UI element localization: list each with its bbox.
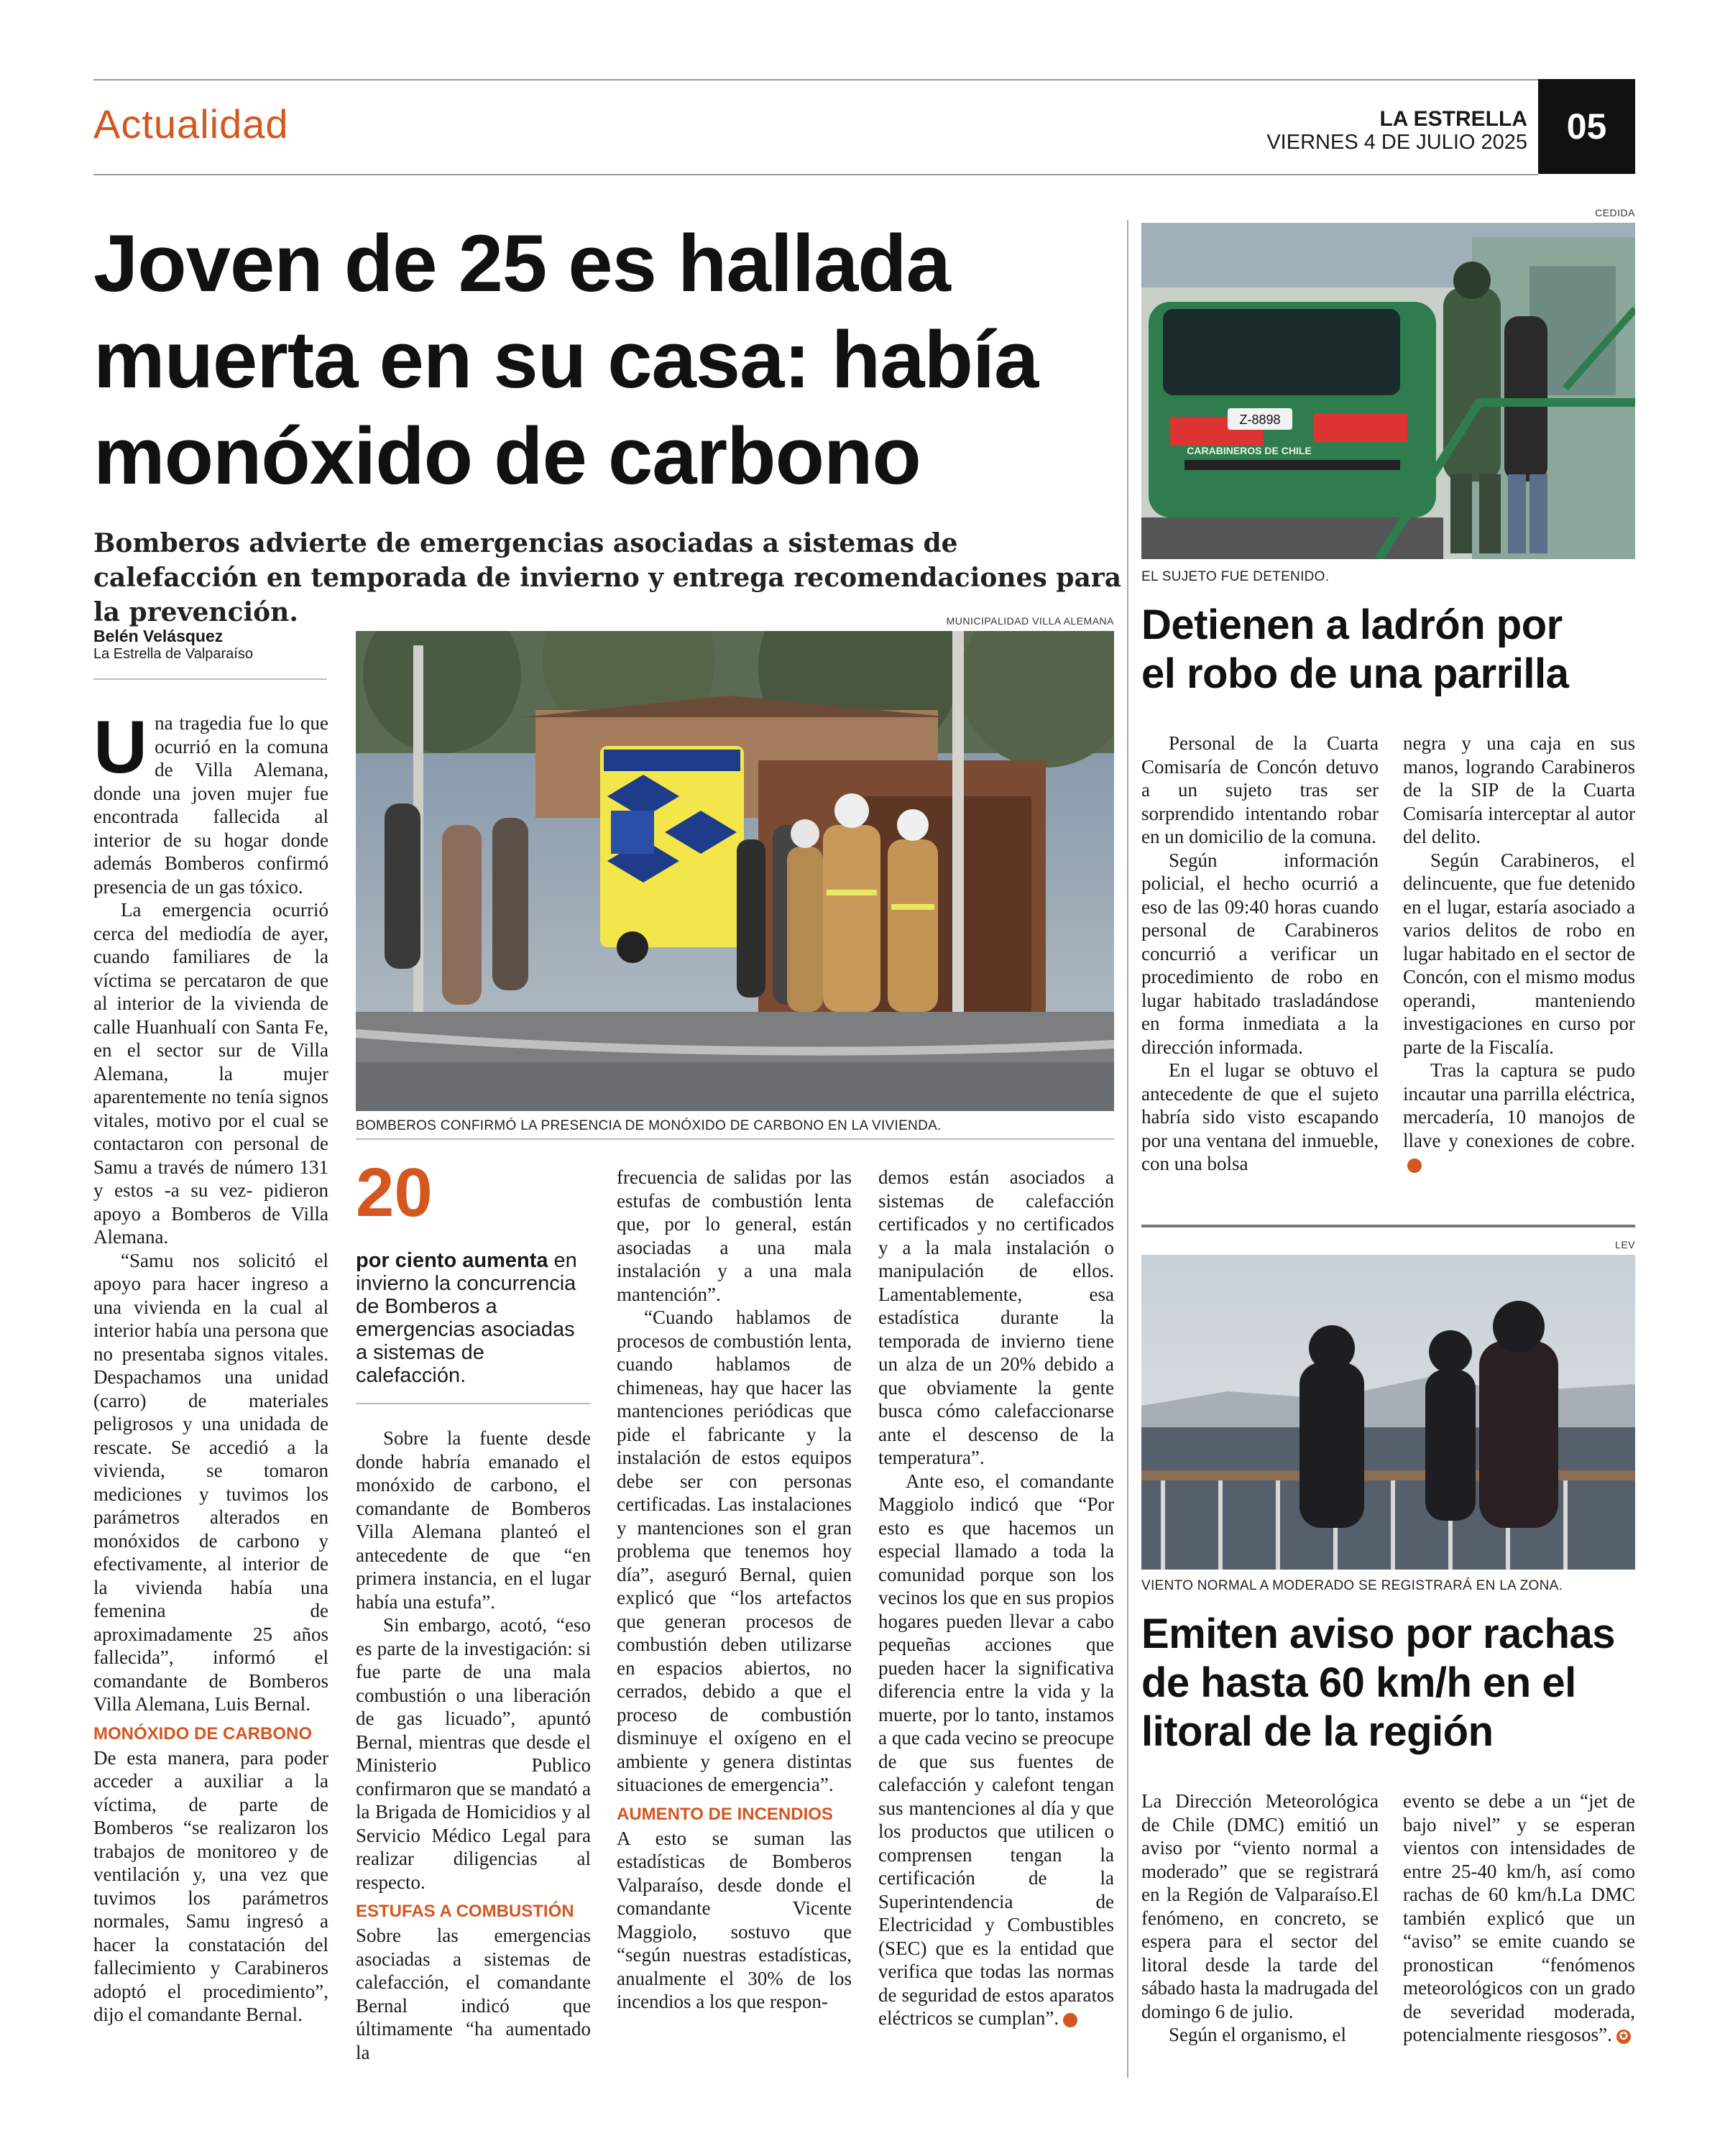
- main-paragraph: Sobre la fuente desde donde habría emanado el monóxido de carbono, el comandante de Bomberos Villa Alemana planteó el antecedente de que “en primera instancia, en el lugar había una estufa”.: [356, 1427, 591, 1613]
- side2-photo: [1141, 1255, 1635, 1570]
- side2-headline-line: Emiten aviso por rachas: [1141, 1611, 1615, 1657]
- main-deck: Bomberos advierte de emergencias asociadas a sistemas de calefacción en temporada de invierno y entrega recomendaciones para la prevención.: [93, 528, 1122, 627]
- side2-column-1: [1141, 1789, 1379, 2047]
- section-title: Actualidad: [93, 101, 289, 147]
- drop-cap: U: [93, 706, 148, 789]
- main-paragraph-text: Ante eso, el comandante Maggiolo indicó que “Por esto es que hacemos un especial llamado a toda la comunidad porque son los vecinos los que en sus propios hogares pueden llevar a cabo pequeñas acciones que pueden hacer la significativa diferencia entre la vida y la muerte, por lo tanto, instamos a que cada vecino se preocupe de que sus fuentes de calefacción y calefont tengan sus mantenciones al día y que los productos que utilicen o comprensen tengan la certificación de la Superintendencia de Electricidad y Combustibles (SEC) que es la entidad que verifica que todas las normas de seguridad de estos aparatos eléctricos se cumplan”.: [878, 1470, 1114, 2029]
- main-column-2: [356, 1427, 591, 2064]
- pull-quote-bold: por ciento aumenta: [356, 1249, 548, 1272]
- side1-paragraph: En el lugar se obtuvo el antecedente de que el sujeto habría sido visto escapando por una ventana del inmueble, con una bolsa: [1141, 1059, 1379, 1174]
- side2-paragraph: La Dirección Meteorológica de Chile (DMC) emitió un aviso por “viento normal a moderado” que se registrará en la Región de Valparaíso.El fenómeno, en concreto, se espera para el sector del litoral desde la tarde del sábado hasta la madrugada del domingo 6 de julio.: [1141, 1790, 1379, 2022]
- main-headline: [93, 216, 1121, 505]
- car-label-text: CARABINEROS DE CHILE: [1187, 445, 1312, 456]
- side1-paragraph: Según Carabineros, el delincuente, que fue detenido en el lugar, estaría asociado a varios delitos de robo en lugar habitado en el sector de Concón, con el mismo modus operandi, manteniendo investigaciones en curso por parte de la Fiscalía.: [1403, 849, 1635, 1058]
- ambulance-scene-illustration: [356, 631, 1114, 1111]
- subhead-monoxido: MONÓXIDO DE CARBONO: [93, 1723, 313, 1743]
- main-paragraph: [878, 1470, 1114, 2030]
- main-photo-caption: BOMBEROS CONFIRMÓ LA PRESENCIA DE MONÓXIDO DE CARBONO EN LA VIVIENDA.: [356, 1118, 942, 1133]
- main-photo: [356, 631, 1114, 1111]
- police-car-illustration: [1141, 223, 1635, 559]
- license-plate-text: Z-8898: [1239, 413, 1281, 427]
- main-paragraph: A esto se suman las estadísticas de Bomberos Valparaíso, desde donde el comandante Vicente Maggiolo, sostuvo que “según nuestras estadísticas, anualmente el 30% de los incendios a los que respon-: [617, 1827, 852, 2012]
- side1-paragraph: Personal de la Cuarta Comisaría de Concón detuvo a un sujeto tras ser sorprendido intentando robar en un domicilio de la comuna.: [1141, 732, 1379, 847]
- side1-paragraph: [1403, 1059, 1635, 1176]
- issue-date: VIERNES 4 DE JULIO 2025: [1266, 131, 1527, 154]
- main-headline-line: Joven de 25 es hallada: [93, 218, 950, 308]
- main-paragraph: La emergencia ocurrió cerca del mediodía de ayer, cuando familiares de la víctima se percataron de que al interior de la vivienda de calle Huanhualí con Santa Fe, en el sector sur de Villa Alemana, la mujer aparentemente no tenía signos vitales, motivo por el cual se contactaron con personal de Samu a través de número 131 y estos -a su vez- pidieron apoyo a Bomberos de Villa Alemana.: [93, 899, 328, 1248]
- pull-quote-text: en invierno la concurrencia de Bomberos a emergencias asociadas a sistemas de calefacción.: [356, 1249, 577, 1387]
- side1-photo-caption: EL SUJETO FUE DETENIDO.: [1141, 569, 1330, 584]
- main-paragraph: frecuencia de salidas por las estufas de combustión lenta que, por lo general, están asociadas a una mala instalación y a una mala mantención”.: [617, 1166, 852, 1305]
- side2-photo-caption: VIENTO NORMAL A MODERADO SE REGISTRARÁ EN LA ZONA.: [1141, 1578, 1563, 1593]
- side1-headline: [1141, 601, 1635, 699]
- side2-headline-line: de hasta 60 km/h en el: [1141, 1659, 1576, 1706]
- side2-paragraph: Según el organismo, el: [1169, 2024, 1346, 2045]
- main-photo-credit: MUNICIPALIDAD VILLA ALEMANA: [946, 615, 1114, 627]
- subhead-estufas: ESTUFAS A COMBUSTIÓN: [356, 1902, 574, 1921]
- side2-photo-credit: LEV: [1615, 1239, 1635, 1250]
- side2-paragraph-text: evento se debe a un “jet de bajo nivel” y se esperan vientos con intensidades de entre 25-40 km/h, así como rachas de 60 km/h.La DMC también explicó que un “aviso” se emite cuando se pronostican “fenómenos meteorológicos con un grado de severidad moderada, potencialmente riesgosos”.: [1403, 1790, 1635, 2045]
- page-number: 05: [1538, 79, 1635, 174]
- main-paragraph: “Cuando hablamos de procesos de combustión lenta, cuando hablamos de chimeneas, hay que hacer las mantenciones periódicas que pide el fabricante y la instalación de estos equipos debe ser con personas certificadas. Las instalaciones y mantenciones son el gran problema que tenemos hoy día”, aseguró Bernal, quien explicó que “los artefactos que generan procesos de combustión deben utilizarse en espacios abiertos, no cerrados, debido a que el proceso de combustión disminuye el oxígeno en el ambiente y genera distintas situaciones de emergencia”.: [617, 1307, 852, 1795]
- masthead: LA ESTRELLA: [1379, 107, 1527, 131]
- main-headline-line: muerta en su casa: había: [93, 315, 1039, 405]
- end-mark-icon: ✪: [1616, 2030, 1631, 2044]
- side2-headline-line: litoral de la región: [1141, 1708, 1494, 1755]
- byline-name: Belén Velásquez: [93, 627, 224, 645]
- byline-org: La Estrella de Valparaíso: [93, 646, 253, 662]
- main-headline-line: monóxido de carbono: [93, 411, 921, 501]
- side1-paragraph: Según información policial, el hecho ocurrió a eso de las 09:40 horas cuando personal de Carabineros concurrió a verificar un procedimiento de robo en lugar habitado trasladándose en forma inmediata a la dirección informada.: [1141, 849, 1379, 1058]
- side1-paragraph-text: Tras la captura se pudo incautar una parrilla eléctrica, mercadería, 10 manojos de llave y conexiones de cobre.: [1403, 1059, 1635, 1151]
- main-paragraph: Sin embargo, acotó, “eso es parte de la investigación: si fue parte de una mala combustión o una liberación de gas licuado”, apuntó Bernal, mientras que desde el Ministerio Publico confirmaron que se mandató a la Brigada de Homicidios y al Servicio Médico Legal para realizar diligencias al respecto.: [356, 1614, 591, 1893]
- coast-viewers-illustration: [1141, 1255, 1635, 1570]
- byline: [93, 627, 331, 663]
- side1-column-1: [1141, 732, 1379, 1176]
- side1-column-2: [1403, 732, 1635, 1176]
- side1-paragraph: negra y una caja en sus manos, logrando Carabineros de la SIP de la Cuarta Comisaría interceptar al autor del delito.: [1403, 732, 1635, 847]
- main-paragraph: demos están asociados a sistemas de calefacción certificados y no certificados y a la mala instalación o manipulación de ellos. Lamentablemente, esa estadística durante la temporada de invierno tiene un alza de un 20% debido a que obviamente la gente busca cómo calefaccionarse ante el descenso de la temperatura”.: [878, 1166, 1114, 1468]
- side2-headline: [1141, 1610, 1635, 1756]
- end-mark-icon: ✪: [1407, 1158, 1422, 1173]
- side1-photo-credit: CEDIDA: [1595, 207, 1635, 218]
- side1-headline-line: Detienen a ladrón por: [1141, 602, 1563, 648]
- side2-paragraph: [1403, 1789, 1635, 2047]
- side2-column-2: [1403, 1789, 1635, 2047]
- main-paragraph: “Samu nos solicitó el apoyo para hacer ingreso a una vivienda en la cual al interior había una persona que no presentaba signos vitales. Despachamos una unidad (carro) de materiales peligrosos y una unidada de rescate. Se accedió a la vivienda, se tomaron mediciones y tuvimos los parámetros alterados en monóxidos de carbono y efectivamente, al interior de la vivienda había una femenina de aproximadamente 25 años fallecida”, informó el comandante de Bomberos Villa Alemana, Luis Bernal.: [93, 1249, 328, 1715]
- subhead-incendios: AUMENTO DE INCENDIOS: [617, 1804, 833, 1824]
- pull-quote-number: 20: [356, 1154, 433, 1231]
- side1-headline-line: el robo de una parrilla: [1141, 650, 1569, 697]
- side1-photo: [1141, 223, 1635, 559]
- main-column-4: [878, 1166, 1114, 2030]
- end-mark-icon: ✪: [1063, 2013, 1077, 2027]
- main-paragraph: Sobre las emergencias asociadas a sistemas de calefacción, el comandante Bernal indicó que últimamente “ha aumentado la: [356, 1925, 591, 2063]
- main-paragraph: De esta manera, para poder acceder a auxiliar a la víctima, de parte de Bomberos “se realizaron los trabajos de monitoreo y de ventilación y, una vez que tuvimos los parámetros normales, Samu ingresó a hacer la constatación del fallecimiento y Carabineros adoptó el procedimiento”, dijo el comandante Bernal.: [93, 1746, 328, 2025]
- main-column-1: [93, 706, 328, 2027]
- pull-quote: [356, 1154, 591, 1387]
- main-paragraph: na tragedia fue lo que ocurrió en la comuna de Villa Alemana, donde una joven mujer fue encontrada fallecida al interior de su hogar donde además Bomberos confirmó presencia de un gas tóxico.: [93, 712, 328, 898]
- main-column-3: [617, 1166, 852, 2014]
